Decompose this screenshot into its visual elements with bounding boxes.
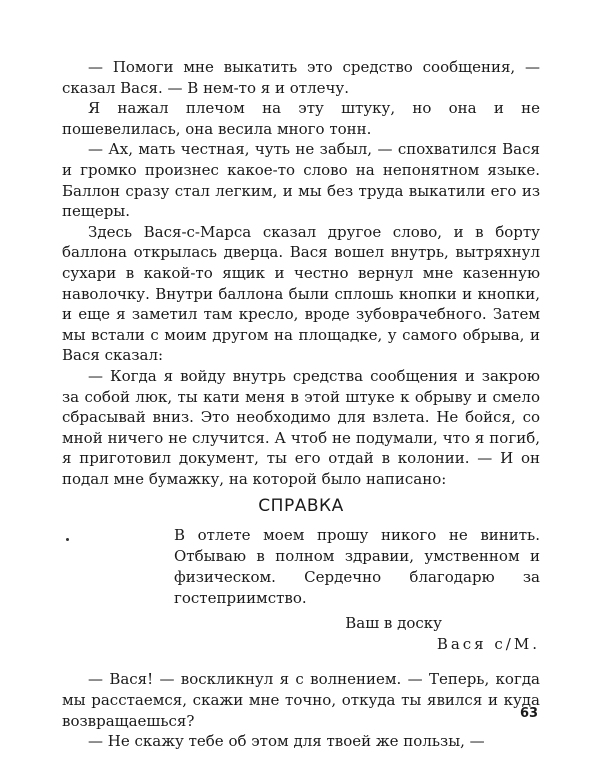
certificate-regards: Ваш в доску	[345, 614, 442, 633]
paragraph: — Когда я войду внутрь средства сообщения и закрою за собой люк, ты кати меня в этой штуке к обрыву и смело сбрасывай вниз. Это необходимо для взлета. Не бойся, со мной ничего не случится. А чтоб не подумали, что я погиб, я приготовил документ, ты его отдай в колонии. — И он подал мне бумажку, на которой было написано:	[62, 366, 540, 488]
paragraph: — Вася! — воскликнул я с волнением. — Теперь, когда мы расстаемся, скажи мне точно, откуда ты явился и куда возвращаешься?	[62, 670, 540, 730]
paragraph: — Не скажу тебе об этом для твоей же пользы, —	[88, 732, 485, 751]
certificate-signature: Вася с/М.	[436, 635, 540, 654]
certificate-title: СПРАВКА	[258, 496, 344, 517]
paragraph: — Помоги мне выкатить это средство сообщения, — сказал Вася. — В нем-то я и отлечу.	[62, 58, 540, 97]
paragraph: Я нажал плечом на эту штуку, но она и не пошевелилась, она весила много тонн.	[62, 99, 540, 138]
page-number: 63	[520, 706, 539, 721]
certificate-block	[174, 525, 540, 655]
certificate-text: В отлете моем прошу никого не винить. Отбываю в полном здравии, умственном и физическом. Сердечно благодарю за гостеприимство.	[174, 526, 540, 608]
paragraph: — Ах, мать честная, чуть не забыл, — спохватился Вася и громко произнес какое-то слово на непонятном языке. Баллон сразу стал легким, и мы без труда выкатили его из пещеры.	[62, 140, 540, 221]
page-body	[62, 57, 540, 752]
paragraph: Здесь Вася-с-Марса сказал другое слово, и в борту баллона открылась дверца. Вася вошел внутрь, вытряхнул сухари в какой-то ящик и честно вернул мне казенную наволочку. Внутри баллона были сплошь кнопки и кнопки, и еще я заметил там кресло, вроде зубоврачебного. Затем мы встали с моим другом на площадке, у самого обрыва, и Вася сказал:	[62, 222, 540, 365]
print-speck	[66, 538, 69, 541]
